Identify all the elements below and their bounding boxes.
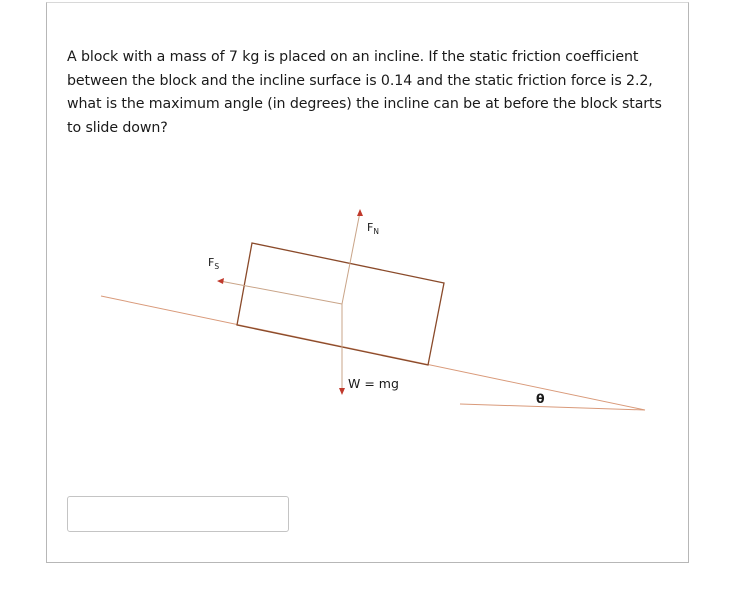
normal-force-label — [367, 221, 379, 236]
friction-force-label — [208, 256, 219, 271]
angle-label: θ — [536, 391, 545, 406]
friction-force-arrowhead — [217, 278, 224, 284]
weight-arrowhead — [339, 388, 345, 395]
weight-label: W = mg — [348, 376, 399, 391]
friction-force-label-main: F — [208, 256, 215, 269]
base-line — [460, 404, 645, 410]
question-text: A block with a mass of 7 kg is placed on an incline. If the static friction coefficient between the block and the incline surface is 0.14 and the static friction force is 2.2, what is the maximum angle (in degrees) the incline can be at before the block starts to slide down? — [67, 49, 662, 136]
normal-force-arrowhead — [357, 209, 363, 216]
normal-force-label-sub: N — [373, 227, 379, 236]
friction-force-label-sub: S — [214, 262, 220, 271]
friction-force-arrow — [220, 281, 342, 304]
normal-force-arrow — [342, 212, 360, 304]
normal-force-label-main: F — [367, 221, 374, 234]
